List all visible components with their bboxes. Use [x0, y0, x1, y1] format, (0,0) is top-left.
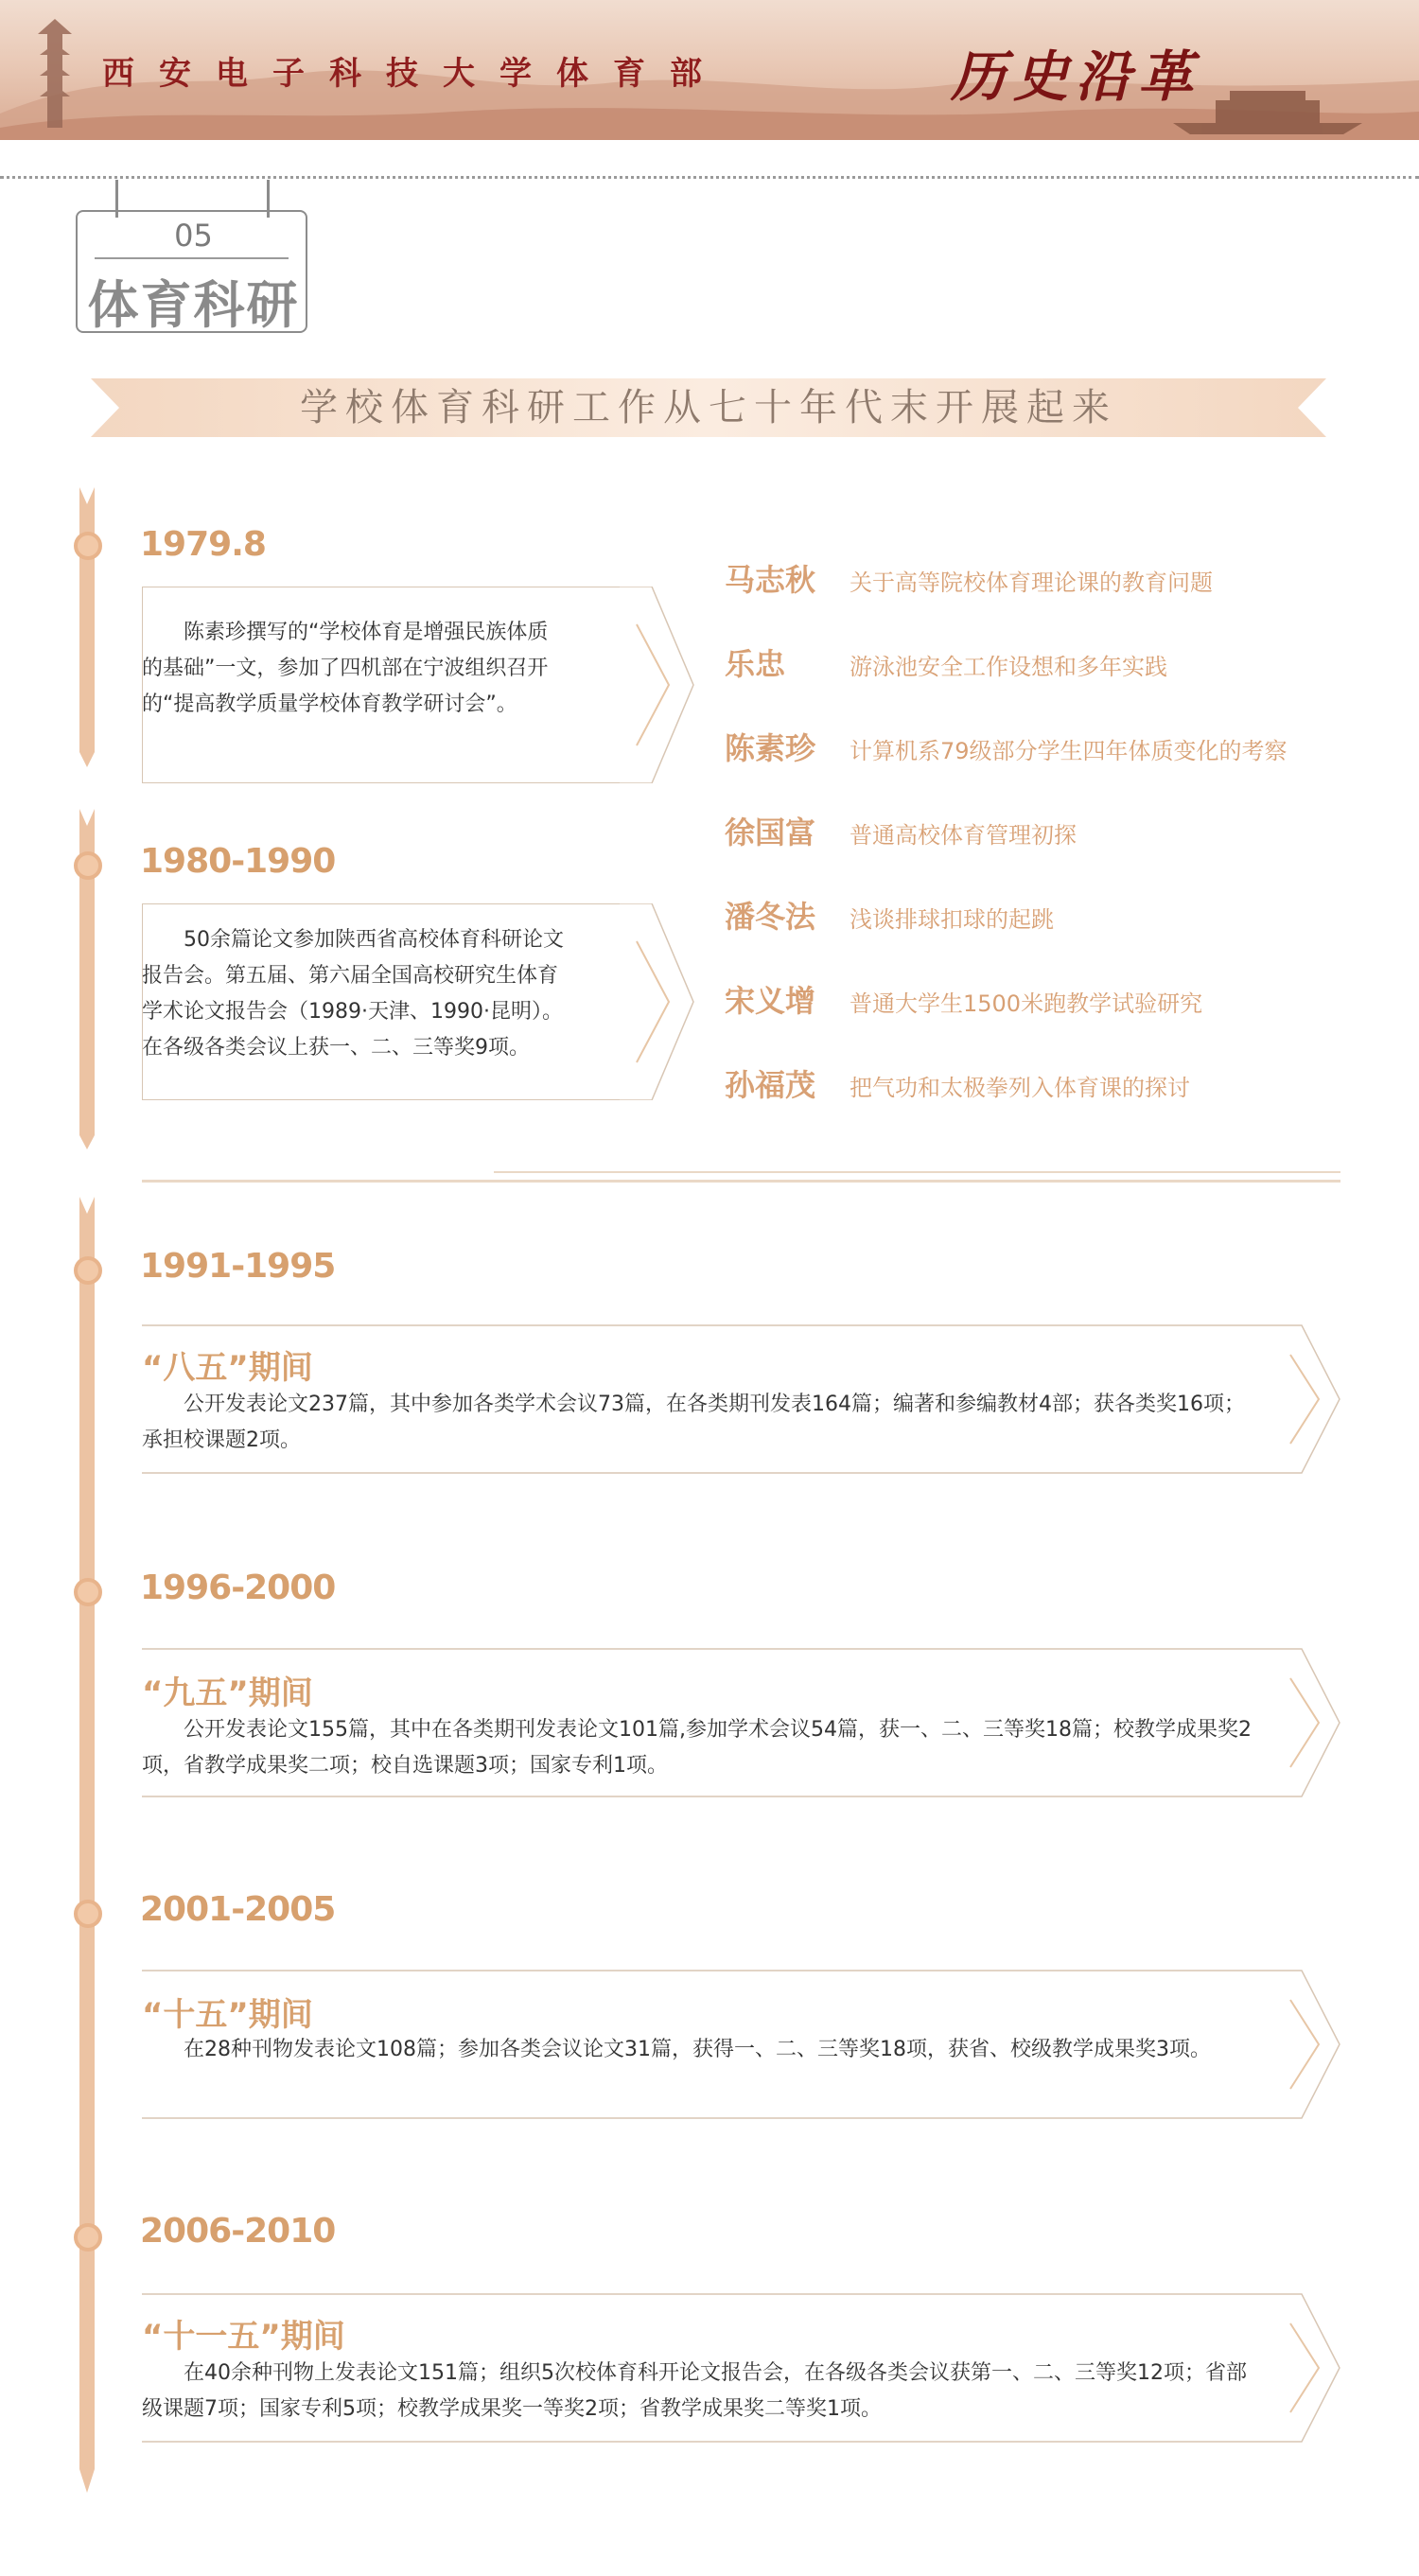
divider-line: [142, 1180, 1340, 1183]
page-banner: [0, 0, 1419, 140]
chevron-right-icon: [616, 903, 695, 1100]
year-label: 2006-2010: [140, 2212, 336, 2251]
author-name: 陈素珍: [725, 730, 816, 766]
timeline-dot: [74, 1900, 102, 1928]
section-name: 体育科研: [87, 275, 300, 335]
badge-hook-right: [267, 180, 270, 218]
author-name: 潘冬法: [725, 899, 816, 935]
year-label: 2001-2005: [140, 1890, 336, 1929]
section-badge: [76, 210, 307, 333]
chevron-right-icon: [616, 587, 695, 783]
dotted-divider: [0, 176, 1419, 179]
paper-title: 普通大学生1500米跑教学试验研究: [850, 990, 1203, 1017]
author-name: 孙福茂: [725, 1067, 816, 1103]
divider-line: [494, 1171, 1340, 1173]
badge-hook-left: [115, 180, 118, 218]
badge-rule: [95, 257, 289, 259]
year-label: 1991-1995: [140, 1247, 336, 1286]
banner-subtitle: 历史沿革: [951, 44, 1201, 109]
section-number: 05: [174, 218, 213, 254]
author-name: 乐忠: [725, 646, 786, 682]
period-text: 公开发表论文237篇，其中参加各类学术会议73篇，在各类期刊发表164篇；编著和参编教材4部；获各类奖16项；承担校课题2项。: [142, 1393, 1245, 1452]
period-title: “十一五”期间: [142, 2318, 345, 2356]
banner-title: 西安电子科技大学体育部: [102, 55, 727, 93]
timeline-track: [68, 487, 110, 2493]
paper-title: 浅谈排球扣球的起跳: [850, 906, 1054, 933]
paper-title: 普通高校体育管理初探: [850, 822, 1077, 849]
year-label: 1980-1990: [140, 842, 336, 881]
timeline-dot: [74, 2223, 102, 2252]
year-label: 1996-2000: [140, 1568, 336, 1607]
author-name: 徐国富: [725, 815, 816, 850]
ribbon-text: 学校体育科研工作从七十年代末开展起来: [300, 386, 1117, 429]
author-name: 马志秋: [725, 562, 816, 598]
period-text: 在28种刊物发表论文108篇；参加各类会议论文31篇，获得一、二、三等奖18项，获省、校级教学成果奖3项。: [184, 2038, 1211, 2061]
paper-title: 把气功和太极拳列入体育课的探讨: [850, 1075, 1190, 1101]
event-text: 50余篇论文参加陕西省高校体育科研论文报告会。第五届、第六届全国高校研究生体育学术论文报告会（1989·天津、1990·昆明）。在各级各类会议上获一、二、三等奖9项。: [142, 928, 564, 1060]
timeline-dot: [74, 1256, 102, 1285]
timeline-dot: [74, 851, 102, 880]
paper-title: 关于高等院校体育理论课的教育问题: [850, 570, 1213, 596]
timeline-dot: [74, 532, 102, 560]
event-text: 陈素珍撰写的“学校体育是增强民族体质的基础”一文，参加了四机部在宁波组织召开的“提高教学质量学校体育教学研讨会”。: [142, 621, 549, 716]
period-title: “九五”期间: [142, 1674, 313, 1712]
paper-title: 计算机系79级部分学生四年体质变化的考察: [850, 738, 1288, 764]
period-text: 在40余种刊物上发表论文151篇；组织5次校体育科开论文报告会，在各级各类会议获第一、二、三等奖12项；省部级课题7项；国家专利5项；校教学成果奖一等奖2项；省教学成果奖二等奖1项。: [142, 2361, 1247, 2421]
paper-title: 游泳池安全工作设想和多年实践: [850, 654, 1167, 680]
year-label: 1979.8: [140, 525, 266, 564]
period-title: “十五”期间: [142, 1996, 313, 2034]
timeline-dot: [74, 1578, 102, 1606]
period-title: “八五”期间: [142, 1349, 313, 1387]
author-name: 宋义增: [725, 983, 816, 1019]
period-text: 公开发表论文155篇，其中在各类期刊发表论文101篇,参加学术会议54篇，获一、二、三等奖18篇；校教学成果奖2项，省教学成果奖二项；校自选课题3项；国家专利1项。: [142, 1718, 1252, 1778]
